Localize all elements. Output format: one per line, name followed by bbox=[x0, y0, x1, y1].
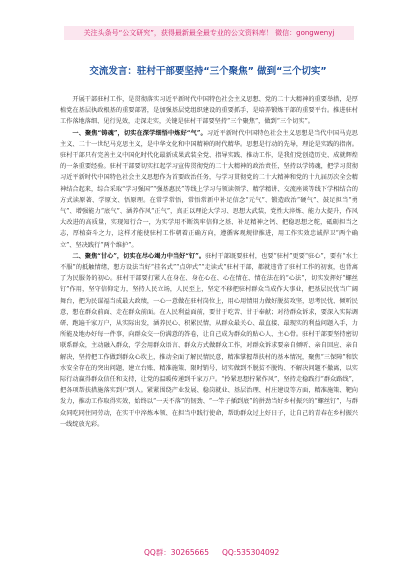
top-banner: 关注头条号“公文研究”，获得最新最全最专业的公文资料库！ 微信：gongwenyj bbox=[64, 26, 354, 40]
page-footer bbox=[0, 546, 408, 560]
document-title: 交流发言：驻村干部要坚持“三个聚焦” 做到“三个切实” bbox=[89, 66, 327, 77]
section-heading: 一、聚焦“铸魂”，切实在深学细悟中炼好“气”。 bbox=[72, 129, 207, 137]
paragraph-section-2 bbox=[60, 251, 358, 430]
paragraph-text: 驻村干部既要驻村，也要“驻村”更要“驻心”，要有“水土不服”的抵触情绪，想方设法当好“挂名式”“点卯式”“走读式”驻村干部，都就违背了驻村工作的初衷，也背离了为民服务的初心。驻村干部要打紧人在身在、身在心在、心在情在、情在法在的“心法”，切实发挥好“螺丝钉”作用，坚守信仰定力，坚持人民立场，人民至上，坚定不移把驻村群众当成作大事业，把基层民忧当广阔舞台，把为民谋福当成最大政绩，一心一意做在驻村岗位上，用心用情用力做好脱贫攻坚，思考民忧、倾听民意，想在群众前面、走在群众前面。在人民利益面前，要甘于吃苦、甘于奉献；对待群众诉求，要深入实际调研、跑遍千家万户，从实际出发，涵养民心、积累民情，从群众最关心、最直接、最现实的利益问题入手，力所能及地办好每一件事，向群众交一份满意的答卷，让自己成为群众的贴心人、主心骨。驻村干部要坚持密切联系群众，主动融入群众，学会用群众语言、群众方式做群众工作，对群众诉求要亲自倾听、亲自回应、亲自解决，坚持把工作做到群众心坎上，推动全面了解民情民意，精准掌握帮扶村的基本情况，聚焦“三保障”和饮水安全存在的突出问题，建立台账、精准施策、限时销号，切实做到不脱贫不脱钩、不解决问题不撤离，以实际行动赢得群众信任和支持，让党的温暖传递到千家万户。“拎紧思想拧紧作风”，坚持走稳践行“群众路线”，把各项帮扶措施落实到户到人。紧紧围绕产业发展、稳岗就业、基层治理、村庄建设等方面，精准施策、靶向发力，推动工作取得实效，始终以“一天不落”的韧劲、“一竿子插到底”的拼劲当好乡村振兴的“螺丝钉”，与群众同吃同住同劳动，在实干中淬炼本领、在担当中践行使命，帮助群众过上好日子，让自己的青春在乡村振兴一线绽放光彩。 bbox=[60, 252, 358, 428]
paragraph-section-1 bbox=[60, 128, 358, 251]
qq-number: QQ:535304092 bbox=[222, 548, 280, 557]
document-body bbox=[60, 94, 358, 430]
paragraph-intro bbox=[60, 94, 358, 128]
paragraph-text: 习近平新时代中国特色社会主义思想是当代中国马克思主义、二十一世纪马克思主义，是中华文化和中国精神的时代精华。思想是行动的先导，理论是实践的指南。驻村干部只有完善主义中国化时代化最新成果武装全党、指导实践、推动工作，是我们党创造历史、成就辉煌的一条重要经验。驻村干部要切实扛起学习宣传贯彻党的二十大精神的政治责任，坚持以学铸魂，把学习贯彻习近平新时代中国特色社会主义思想作为首要政治任务，与学习贯彻党的二十大精神和党的十九届历次全会精神结合起来，综合采取“学习强国”“强基惠民”等线上学习与领读领学、精学精讲、交流座谈等线下学相结合的方式读原著、学原文、悟原理。在常学常悟，常悟常新中补足信念“元气”、锻造政治“硬气”、鼓足担当“勇气”、增强能力“底气”、涵养作风“正气”，真正以理论大学习、思想大武装，党性大淬炼、能力大提升，作风大改进的高质量，实现知行合一，为实学用不断筑牢信仰之基、补足精神之钙、把稳思想之舵，砥砺担当之志，厚植奋斗之力，这样才能使驻村工作朝着正确方向，遵循客观规律推进，用工作实效忠诚捍卫“两个确立”、坚决践行“两个维护”。 bbox=[60, 129, 358, 249]
qq-group-number: QQ群：30265665 bbox=[144, 548, 209, 557]
paragraph-text: 开展干部驻村工作，是贯彻落实习近平新时代中国特色社会主义思想、党的二十大精神的重要举措，是厚植党在基层执政根基的重要部署，是加强基层党组织建设的重要抓手，是培养锻炼干部的重要平台。推进驻村工作落地落细、见行见效，走深走实，关键是驻村干部要坚持“三个聚焦”，做到“三个切实”。 bbox=[60, 96, 358, 126]
section-heading: 二、聚焦“甘心”，切实在尽心竭力中当好“钉”。 bbox=[72, 252, 206, 260]
